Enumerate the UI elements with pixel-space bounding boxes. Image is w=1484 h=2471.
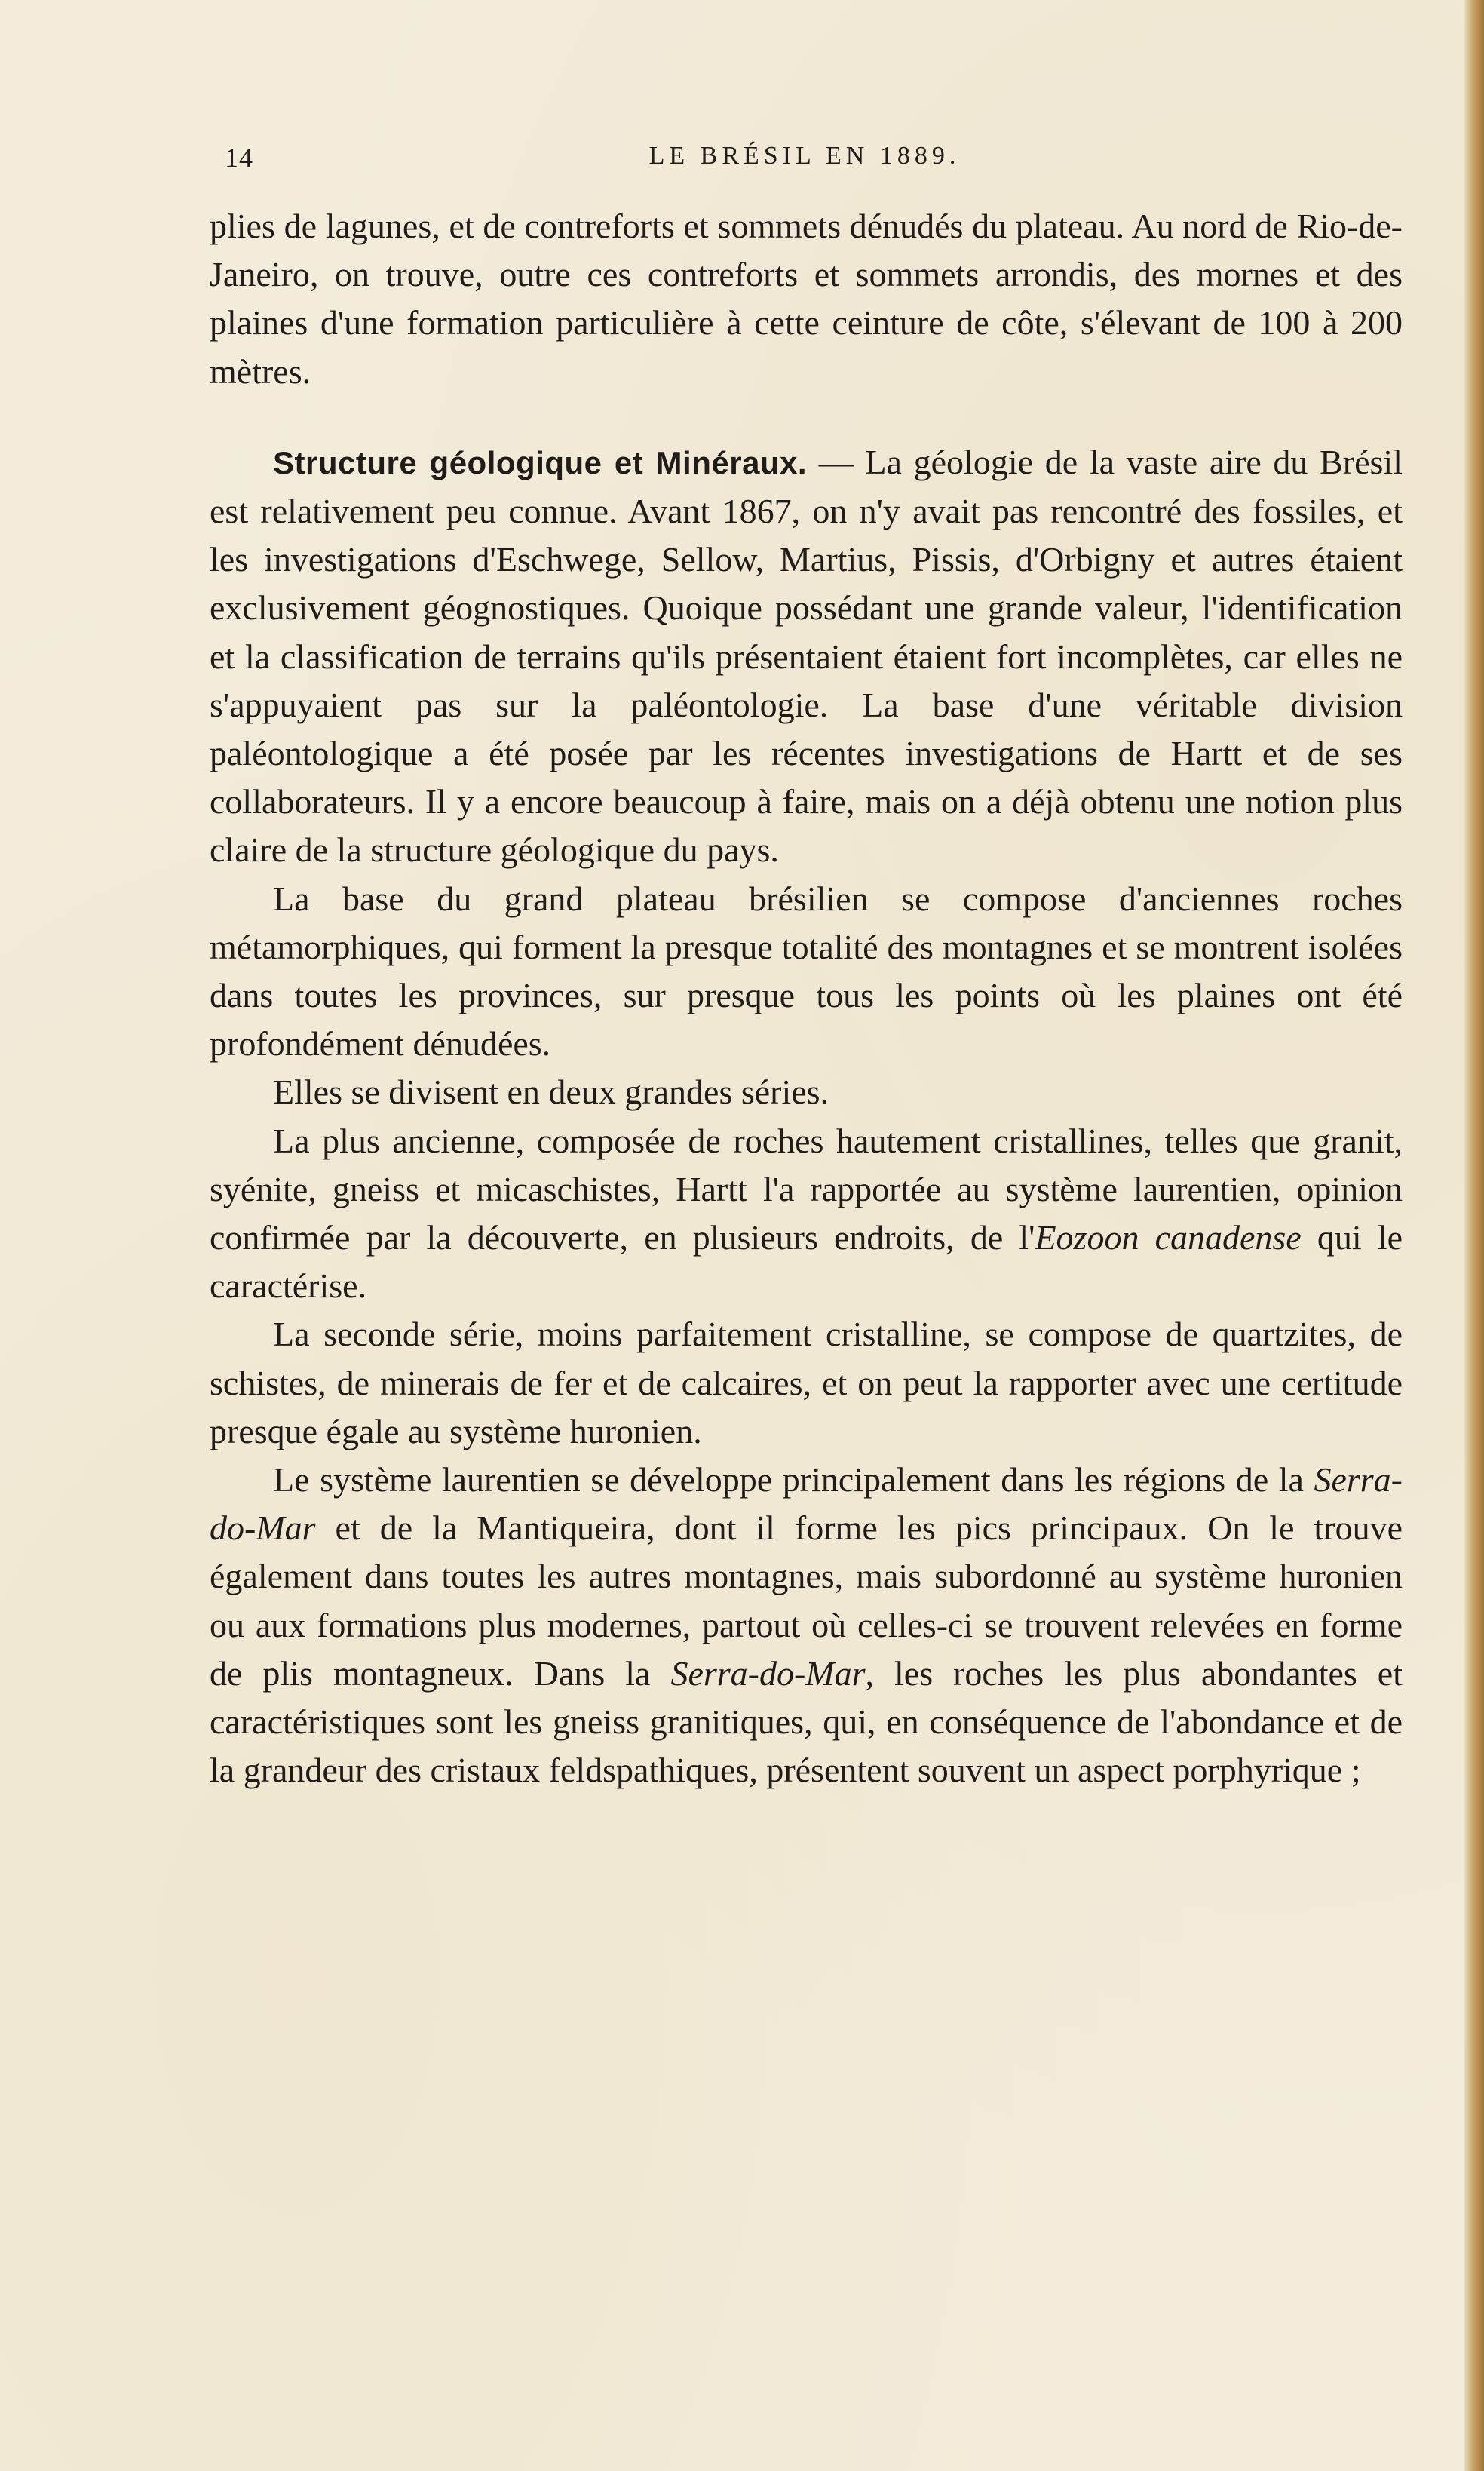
paragraph-text: , les roches les plus abondantes et caractéristiques sont les gneiss granitiques, qui, en conséquence de l'abondance et de la grandeur des cristaux feldspathiques, présentent souvent un aspect porphyrique ; — [210, 1653, 1403, 1790]
section-heading: Structure géologique et Minéraux. — [273, 444, 808, 480]
italic-term: Serra-do-Mar — [670, 1653, 866, 1693]
italic-term: Eozoon canadense — [1035, 1218, 1302, 1257]
paragraph-geology — [210, 438, 1403, 875]
running-title: LE BRÉSIL EN 1889. — [648, 142, 961, 170]
page-number: 14 — [225, 143, 253, 173]
paragraph-continuation: plies de lagunes, et de contreforts et sommets dénudés du plateau. Au nord de Rio-de-Janeiro, on trouve, outre ces contreforts et sommets arrondis, des mornes et des plaines d'une formation particulière à cette ceinture de côte, s'élevant de 100 à 200 mètres. — [210, 207, 1403, 391]
page-body — [210, 202, 1403, 1795]
paragraph-text: — La géologie de la vaste aire du Brésil est relativement peu connue. Avant 1867, on n'y avait pas rencontré des fossiles, et les investigations d'Eschwege, Sellow, Martius, Pissis, d'Orbigny et autres étaient exclusivement géognostiques. Quoique possédant une grande valeur, l'identification et la classification de terrains qu'ils présentaient étaient fort incomplètes, car elles ne s'appuyaient pas sur la paléontologie. La base d'une véritable division paléontologique a été posée par les récentes investigations de Hartt et de ses collaborateurs. Il y a encore beaucoup à faire, mais on a déjà obtenu une notion plus claire de la structure géologique du pays. — [210, 442, 1403, 870]
italic-term: Serra-do-Mar — [210, 1460, 1403, 1548]
paragraph-text: qui le caractérise. — [210, 1218, 1403, 1306]
paragraph-laurentian-series — [210, 1117, 1403, 1311]
paragraph-series: Elles se divisent en deux grandes séries. — [273, 1073, 829, 1112]
paragraph-huronian-series: La seconde série, moins parfaitement cristalline, se compose de quartzites, de schistes, de minerais de fer et de calcaires, et on peut la rapporter avec une certitude presque égale au système huronien. — [210, 1315, 1403, 1450]
page-edge — [1464, 0, 1484, 2471]
paragraph-text: et de la Mantiqueira, dont il forme les pics principaux. On le trouve également dans toutes les autres montagnes, mais subordonné au système huronien ou aux formations plus modernes, partout où celles-ci se trouvent relevées en forme de plis montagneux. Dans la — [210, 1509, 1403, 1693]
page-header — [225, 142, 1384, 184]
paragraph-text: Le système laurentien se développe principalement dans les régions de la — [273, 1460, 1314, 1499]
paragraph-plateau: La base du grand plateau brésilien se compose d'anciennes roches métamorphiques, qui forment la presque totalité des montagnes et se montrent isolées dans toutes les provinces, sur presque tous les points où les plaines ont été profondément dénudées. — [210, 879, 1403, 1064]
paragraph-text: La plus ancienne, composée de roches hautement cristallines, telles que granit, syénite, gneiss et micaschistes, Hartt l'a rapportée au système laurentien, opinion confirmée par la découverte, en plusieurs endroits, de l' — [210, 1121, 1403, 1257]
paragraph-laurentian-system — [210, 1456, 1403, 1794]
